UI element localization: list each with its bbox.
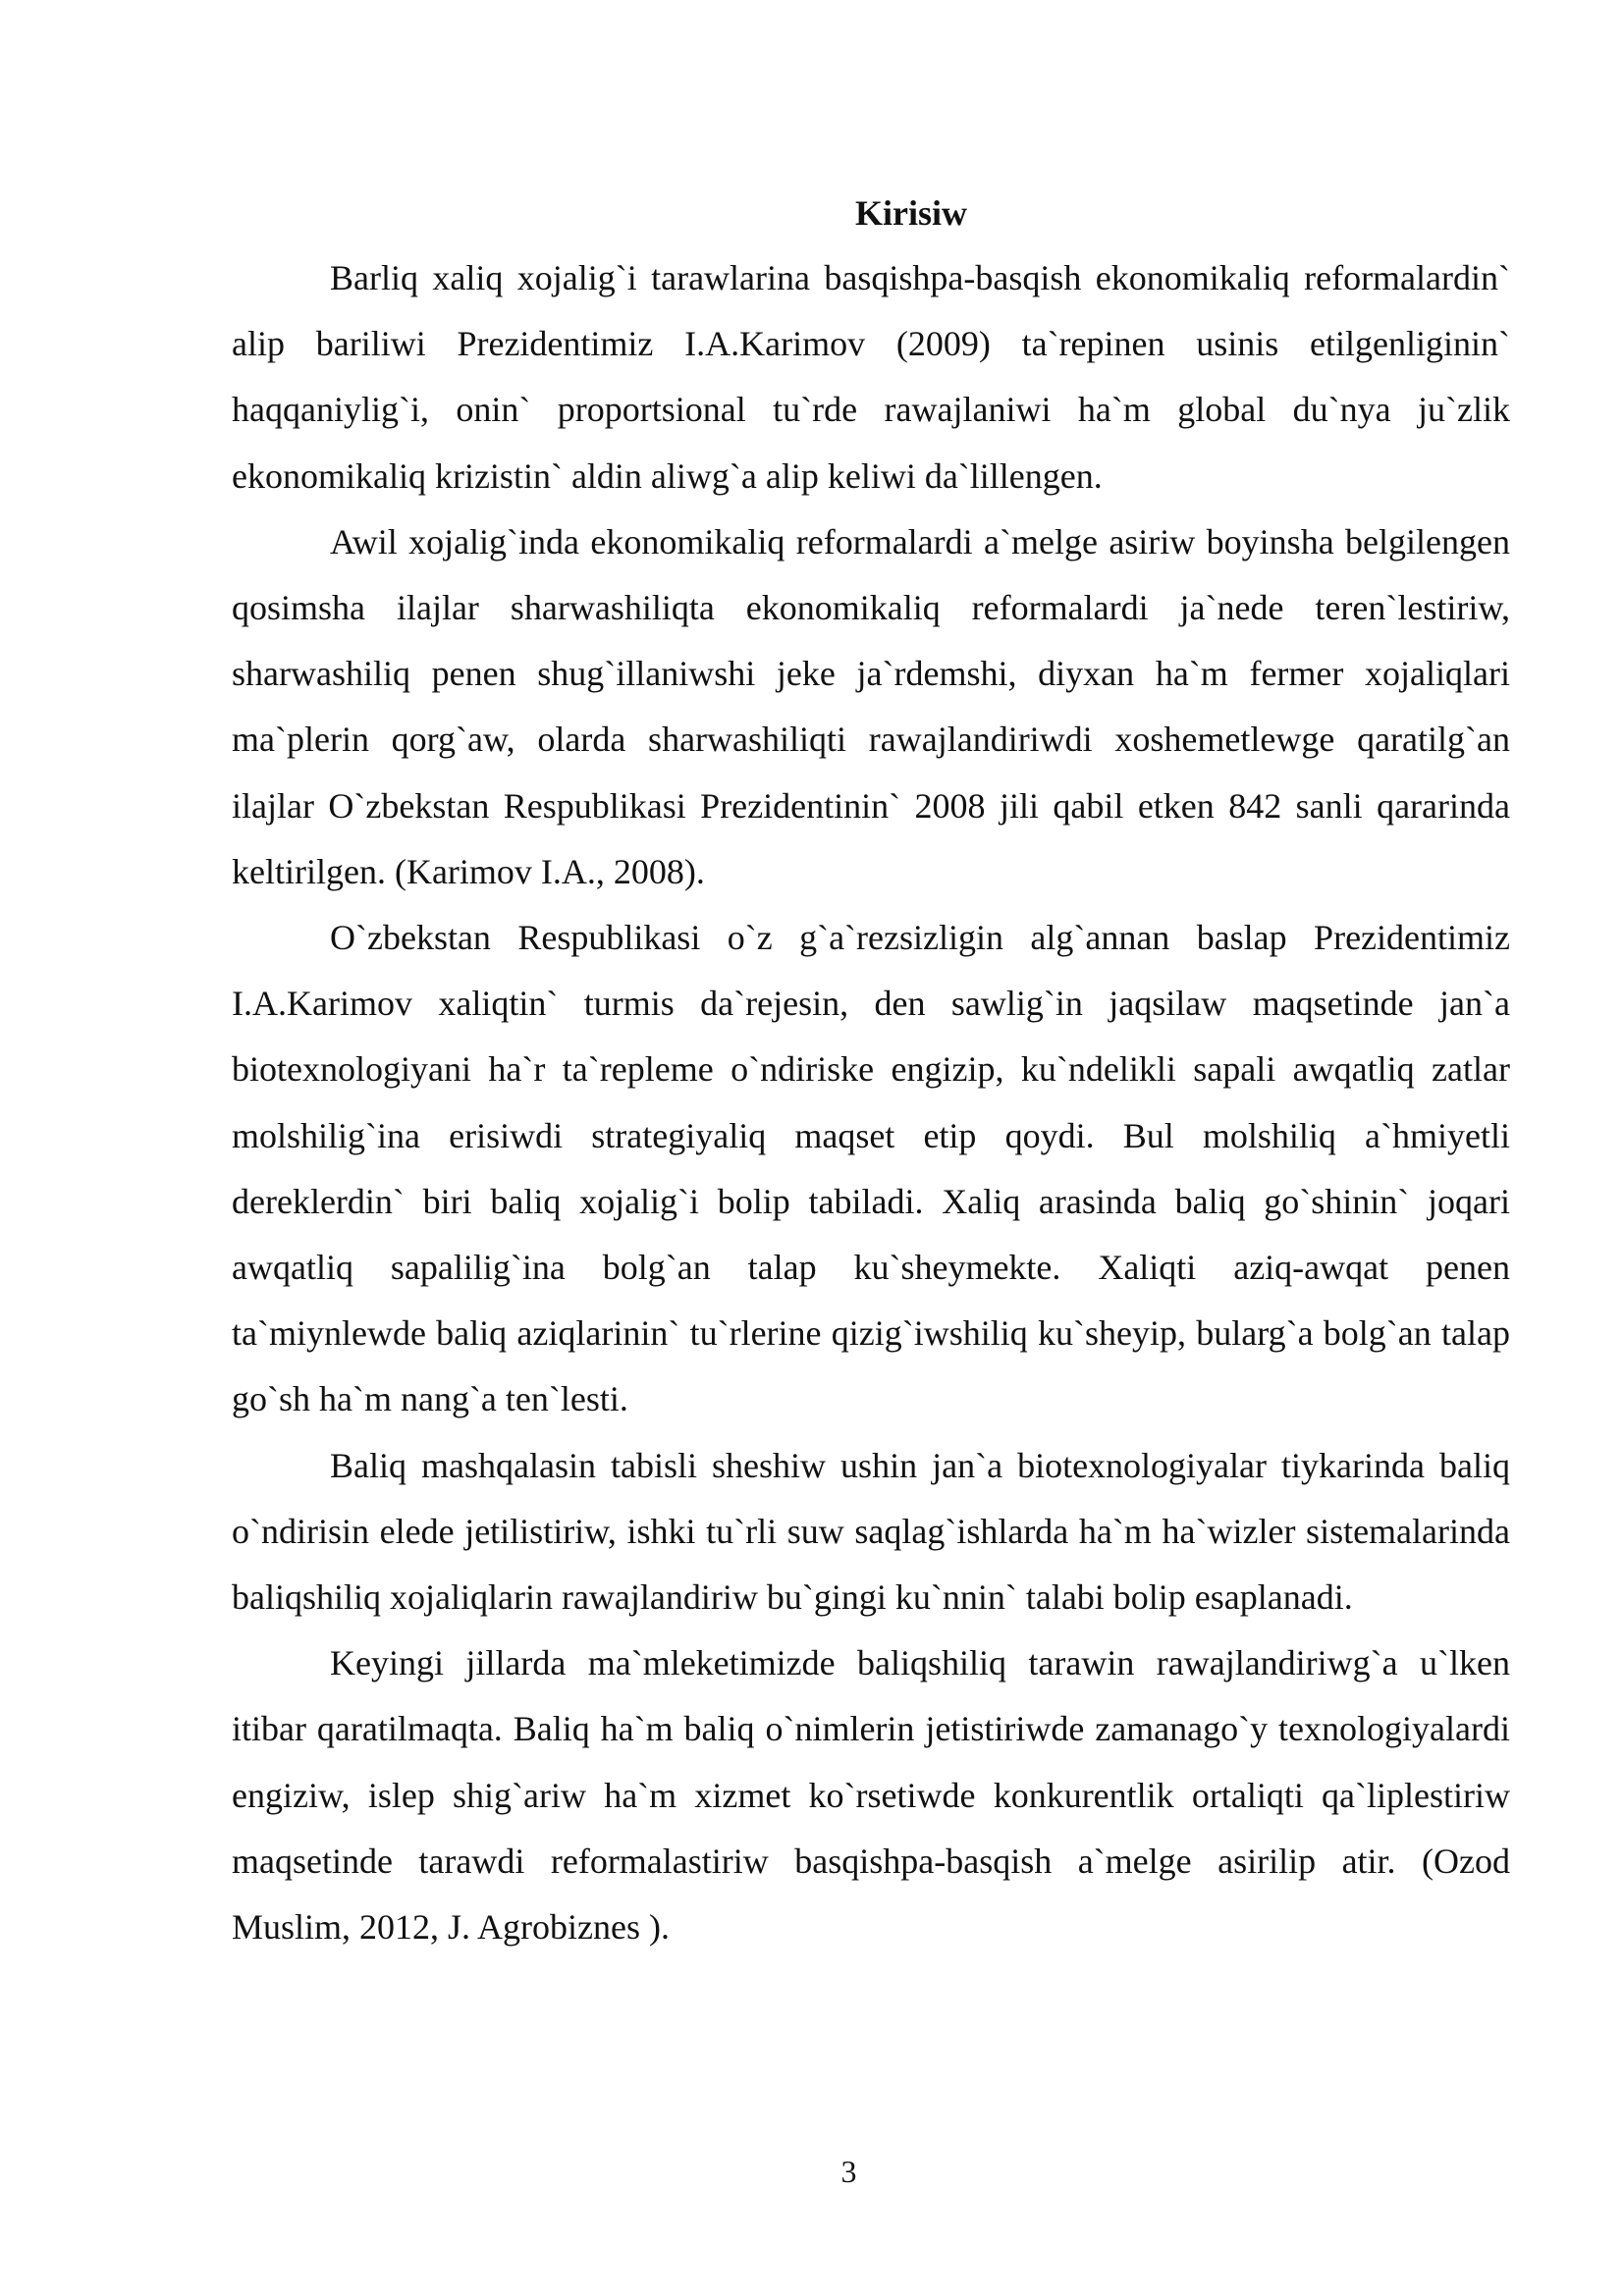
paragraph-4: Baliq mashqalasin tabisli sheshiw ushin jan`a biotexnologiyalar tiykarinda baliq o`ndirisin elede jetilistiriw, ishki tu`rli suw saqlag`ishlarda ha`m ha`wizler sistemalarinda baliqshiliq xojaliqlarin rawajlandiriw bu`gingi ku`nnin` talabi bolip esaplanadi. [232, 1445, 1510, 1618]
paragraph-2: Awil xojalig`inda ekonomikaliq reformalardi a`melge asiriw boyinsha belgilengen qosimsha ilajlar sharwashiliqta ekonomikaliq reformalardi ja`nede teren`lestiriw, sharwashiliq penen shug`illaniwshi jeke ja`rdemshi, diyxan ha`m fermer xojaliqlari ma`plerin qorg`aw, olarda sharwashiliqti rawajlandiriwdi xoshemetlewge qaratilg`an ilajlar O`zbekstan Respublikasi Prezidentinin` 2008 jili qabil etken 842 sanli qararinda keltirilgen. (Karimov I.A., 2008). [232, 521, 1510, 891]
page-title: Kirisiw [855, 193, 967, 233]
paragraph-3: O`zbekstan Respublikasi o`z g`a`rezsizligin alg`annan baslap Prezidentimiz I.A.Karimov xaliqtin` turmis da`rejesin, den sawlig`in jaqsilaw maqsetinde jan`a biotexnologiyani ha`r ta`repleme o`ndiriske engizip, ku`ndelikli sapali awqatliq zatlar molshilig`ina erisiwdi strategiyaliq maqset etip qoydi. Bul molshiliq a`hmiyetli dereklerdin` biri baliq xojalig`i bolip tabiladi. Xaliq arasinda baliq go`shinin` joqari awqatliq sapalilig`ina bolg`an talap ku`sheymekte. Xaliqti aziq-awqat penen ta`miynlewde baliq aziqlarinin` tu`rlerine qizig`iwshiliq ku`sheyip, bularg`a bolg`an talap go`sh ha`m nang`a ten`lesti. [232, 918, 1510, 1419]
paragraph-5: Keyingi jillarda ma`mleketimizde baliqshiliq tarawin rawajlandiriwg`a u`lken itibar qaratilmaqta. Baliq ha`m baliq o`nimlerin jetistiriwde zamanago`y texnologiyalardi engiziw, islep shig`ariw ha`m xizmet ko`rsetiwde konkurentlik ortaliqti qa`liplestiriw maqsetinde tarawdi reformalastiriw basqishpa-basqish a`melge asirilip atir. (Ozod Muslim, 2012, J. Agrobiznes ). [232, 1643, 1510, 1948]
paragraph-1: Barliq xaliq xojalig`i tarawlarina basqishpa-basqish ekonomikaliq reformalardin` alip bariliwi Prezidentimiz I.A.Karimov (2009) ta`repinen usinis etilgenliginin` haqqaniylig`i, onin` proportsional tu`rde rawajlaniwi ha`m global du`nya ju`zlik ekonomikaliq krizistin` aldin aliwg`a alip keliwi da`lillengen. [232, 258, 1510, 496]
page-number: 3 [840, 2154, 857, 2189]
page-content [232, 188, 1510, 1960]
